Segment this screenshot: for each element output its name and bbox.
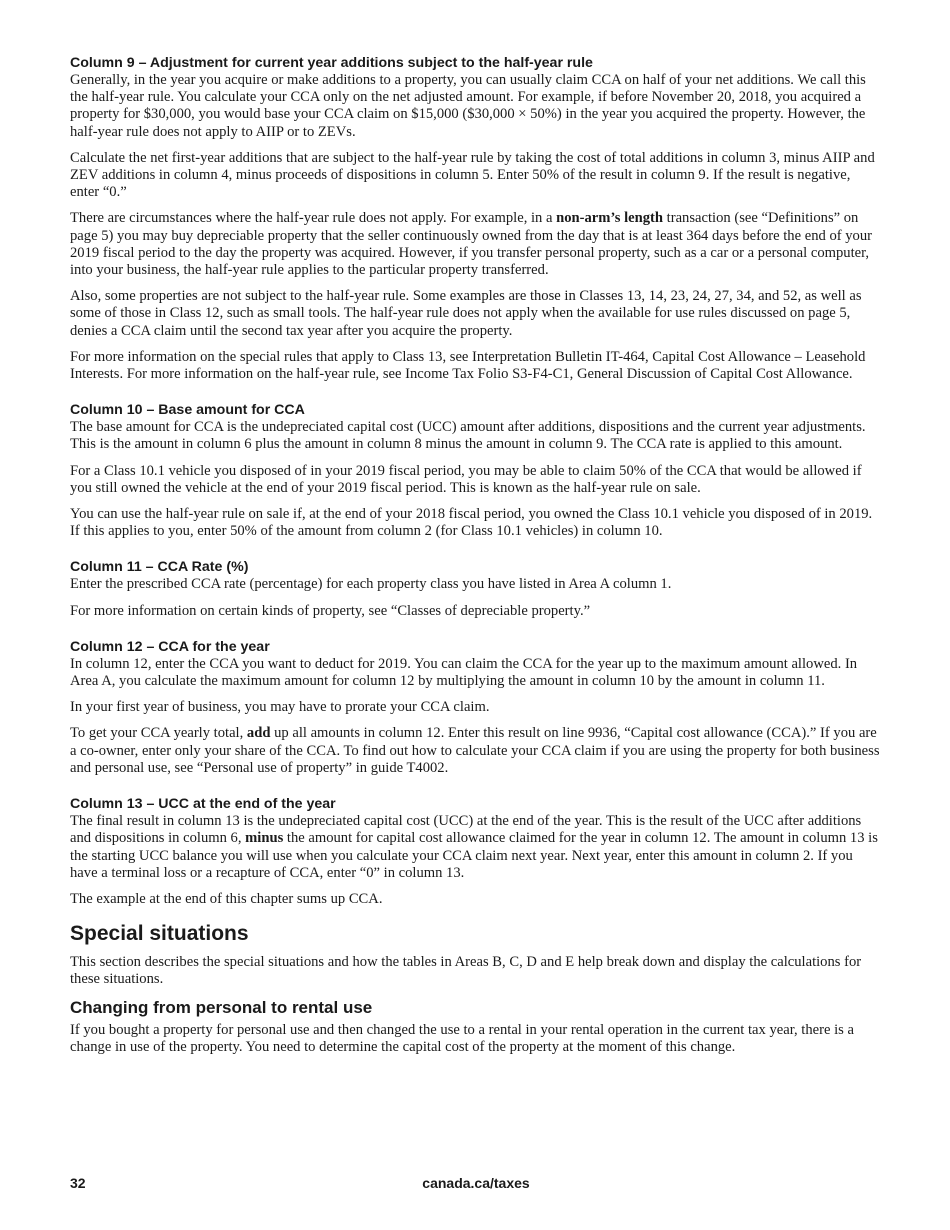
add-term: add xyxy=(246,725,271,742)
col9-para-2: Calculate the net first-year additions that are subject to the half-year rule by taking the cost of total additions in column 3, minus AIIP and ZEV additions in column 4, minus proceeds of dispositions in column 5. Enter 50% of the result in column 9. If the result is negative, enter “0.” xyxy=(70,149,875,201)
col12-para-3-start: To get your CCA yearly total, xyxy=(70,725,247,742)
col9-para-4: Also, some properties are not subject to the half-year rule. Some examples are those in Classes 13, 14, 23, 24, 27, 34, and 52, as well as some of those in Class 12, such as small tools. The half-year rule does not apply when the available for use rules discussed on page 5, denies a CCA claim until the second tax year after you acquire the property. xyxy=(70,288,862,339)
page-number: 32 xyxy=(70,1175,86,1191)
col12-para-3 xyxy=(70,725,882,777)
col12-heading: Column 12 – CCA for the year xyxy=(70,638,270,655)
col13-para-2: The example at the end of this chapter sums up CCA. xyxy=(70,890,383,907)
col13-para-1-end: the amount for capital cost allowance claimed for the year in column 12. The amount in column 13 is the starting UCC balance you will use when you calculate your CCA claim next year. Next year, enter this amount in column 2. If you have a terminal loss or a recapture of CCA, enter “0” in column 13. xyxy=(70,830,878,881)
col9-para-5: For more information on the special rules that apply to Class 13, see Interpretation Bulletin IT-464, Capital Cost Allowance – Leasehold Interests. For more information on the half-year rule, see Income Tax Folio S3-F4-C1, General Discussion of Capital Cost Allowance. xyxy=(70,348,866,383)
changing-use-para: If you bought a property for personal use and then changed the use to a rental in your rental operation in the current tax year, there is a change in use of the property. You need to determine the capital cost of the property at the moment of this change. xyxy=(70,1021,854,1055)
col11-heading: Column 11 – CCA Rate (%) xyxy=(70,559,249,576)
col9-heading: Column 9 – Adjustment for current year additions subject to the half-year rule xyxy=(70,55,593,71)
col12-para-1: In column 12, enter the CCA you want to deduct for 2019. You can claim the CCA for the year up to the maximum amount allowed. In Area A, you calculate the maximum amount for column 12 by multiplying the amount in column 10 by the amount in column 11. xyxy=(70,655,858,690)
col9-para-1: Generally, in the year you acquire or make additions to a property, you can usually claim CCA on half of your net additions. We call this the half-year rule. You calculate your CCA only on the net adjusted amount. For example, if before November 20, 2018, you acquired a property for $30,000, you would base your CCA claim on $15,000 ($30,000 × 50%) in the year you acquired the property. However, the half-year rule does not apply to AIIP or to ZEVs. xyxy=(70,72,866,140)
col13-para-1-start: The final result in column 13 is the undepreciated capital cost (UCC) at the end of the year. This is the result of the UCC after additions and dispositions in column 6, xyxy=(70,813,862,847)
non-arms-length-term: non-arm’s length xyxy=(556,210,664,227)
col10-para-2: For a Class 10.1 vehicle you disposed of in your 2019 fiscal period, you may be able to claim 50% of the CCA that would be allowed if you still owned the vehicle at the end of your 2019 fiscal period. This is known as the half-year rule on sale. xyxy=(70,462,862,496)
col9-para-3-start: There are circumstances where the half-year rule does not apply. For example, in a xyxy=(70,210,557,227)
col10-para-3: You can use the half-year rule on sale if, at the end of your 2018 fiscal period, you owned the Class 10.1 vehicle you disposed of in 2019. If this applies to you, enter 50% of the amount from column 2 (for Class 10.1 vehicles) in column 10. xyxy=(70,506,873,540)
special-situations-para: This section describes the special situations and how the tables in Areas B, C, D and E help break down and display the calculations for these situations. xyxy=(70,954,862,988)
col13-para-1 xyxy=(70,813,882,882)
col12-para-3-end: up all amounts in column 12. Enter this result on line 9936, “Capital cost allowance (CCA).” If you are a co-owner, enter only your share of the CCA. To find out how to calculate your CCA claim if you are using the property for both business and personal use, see “Personal use of property” in guide T4002. xyxy=(70,725,880,776)
col9-para-3-end: transaction (see “Definitions” on page 5) you may buy depreciable property that the seller continuously owned from the day that is at least 364 days before the end of your 2019 fiscal period to the day the property was acquired. However, if you transfer personal property, such as a car or a personal computer, into your business, the half-year rule applies to the particular property transferred. xyxy=(70,210,873,279)
minus-term: minus xyxy=(245,830,284,847)
col13-heading: Column 13 – UCC at the end of the year xyxy=(70,796,336,813)
col12-para-2: In your first year of business, you may have to prorate your CCA claim. xyxy=(70,699,490,716)
col10-para-1: The base amount for CCA is the undepreciated capital cost (UCC) amount after additions, dispositions and the current year adjustments. This is the amount in column 6 plus the amount in column 8 minus the amount in column 9. The CCA rate is applied to this amount. xyxy=(70,419,866,453)
col9-para-3 xyxy=(70,210,882,279)
col10-heading: Column 10 – Base amount for CCA xyxy=(70,402,305,419)
page-body xyxy=(70,55,882,1065)
special-situations-heading: Special situations xyxy=(70,922,249,946)
col11-para-1: Enter the prescribed CCA rate (percentage) for each property class you have listed in Area A column 1. xyxy=(70,576,672,593)
changing-use-heading: Changing from personal to rental use xyxy=(70,997,373,1017)
footer-url[interactable]: canada.ca/taxes xyxy=(422,1175,530,1191)
col11-para-2: For more information on certain kinds of property, see “Classes of depreciable property.” xyxy=(70,602,591,619)
